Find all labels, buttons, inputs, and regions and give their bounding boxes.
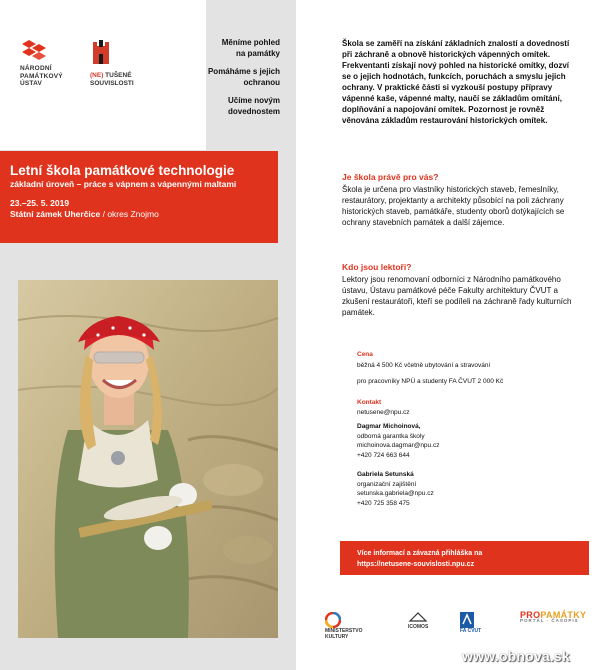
fa-cvut-logo: FA ČVUT <box>460 612 481 634</box>
workshop-photo <box>18 280 278 638</box>
person-email: michoinova.dagmar@npu.cz <box>357 442 440 449</box>
person-phone: +420 725 358 475 <box>357 499 410 507</box>
person-role: organizační zajištění <box>357 480 417 488</box>
contact-label: Kontakt <box>357 399 382 406</box>
npu-logo-text: NÁRODNÍ PAMÁTKOVÝ ÚSTAV <box>20 65 63 87</box>
castle-icon <box>90 40 112 64</box>
price-regular: běžná 4 500 Kč včetně ubytování a stravování <box>357 362 491 369</box>
icomos-icon <box>408 612 428 622</box>
intro-text: Škola se zaměří na získání základních znalostí a dovedností při záchraně a obnově historických vápenných omítek. Frekventanti získají nový pohled na historické omítky, dozví se o jejich hodnotách, funkcích, poruchách a smyslu jejich ochrany. V praktické části si vyzkouší postupy přípravy vápenné kaše, vápenné malty, naučí se základům omítání, doplňování a napojování omítek. Pozornost je rovněž věnována základům restaurování historických omítek. <box>342 39 570 125</box>
slogan: Pomáháme s jejich ochranou <box>207 67 280 87</box>
contact-person <box>357 422 567 460</box>
event-title: Letní škola památkové technologie <box>10 163 235 178</box>
person-phone: +420 724 663 644 <box>357 451 410 459</box>
icomos-logo: ICOMOS <box>408 612 428 630</box>
cvut-icon <box>460 612 474 628</box>
person-role: odborná garantka školy <box>357 432 425 440</box>
partner-logos <box>320 612 600 640</box>
price-discount: pro pracovníky NPÚ a studenty FA ČVUT 2 000 Kč <box>357 378 504 385</box>
npu-logo <box>20 40 80 88</box>
event-title-box <box>0 151 278 243</box>
fold-divider <box>296 0 313 670</box>
ministry-culture-icon <box>325 612 341 628</box>
registration-link[interactable]: https://netusene-souvislosti.npu.cz <box>357 561 475 568</box>
event-date: 23.–25. 5. 2019 <box>10 198 70 208</box>
target-audience-heading: Je škola právě pro vás? <box>342 172 439 182</box>
lecturers-text: Lektory jsou renomovaní odborníci z Národního památkového ústavu, Ústavu památkové péče Fakulty architektury ČVUT a zkušení restaurátoři, kteří se podíleli na záchraně řady kulturních památek. <box>342 275 572 317</box>
contact-person <box>357 470 567 508</box>
price-label: Cena <box>357 351 373 358</box>
ministry-culture-logo: MINISTERSTVO KULTURY <box>325 612 363 640</box>
netusene-souvislosti-logo <box>90 40 150 87</box>
npu-logo-icon <box>20 40 48 62</box>
propamatky-logo: PROPAMÁTKY PORTÁL · ČASOPIS <box>520 610 587 623</box>
person-email: setunska.gabriela@npu.cz <box>357 490 434 497</box>
contact-email: netusene@npu.cz <box>357 409 410 416</box>
lecturers-heading: Kdo jsou lektoři? <box>342 262 412 272</box>
woman-plastering-photo <box>18 280 278 638</box>
person-name: Gabriela Setunská <box>357 471 414 478</box>
registration-info-text: Více informací a závazná přihláška na <box>357 550 483 557</box>
watermark: www.obnova.sk <box>462 648 570 664</box>
event-subtitle: základní úroveň – práce s vápnem a vápennými maltami <box>10 179 237 189</box>
slogan: Učíme novým dovednostem <box>227 96 280 116</box>
registration-info-box <box>340 541 589 575</box>
slogan: Měníme pohled na památky <box>221 38 280 58</box>
netusene-logo-text: (NE) TUŠENÉ SOUVISLOSTI <box>90 72 134 87</box>
event-place: Státní zámek Uherčice / okres Znojmo <box>10 209 159 219</box>
slogans <box>206 38 296 125</box>
target-audience-text: Škola je určena pro vlastníky historických staveb, řemeslníky, restaurátory, projektanty a architekty působící na poli záchrany historických staveb, památkáře, studenty oborů dotýkajících se ochrany stavebních památek a další zájemce. <box>342 185 565 227</box>
person-name: Dagmar Michoinová, <box>357 423 421 430</box>
